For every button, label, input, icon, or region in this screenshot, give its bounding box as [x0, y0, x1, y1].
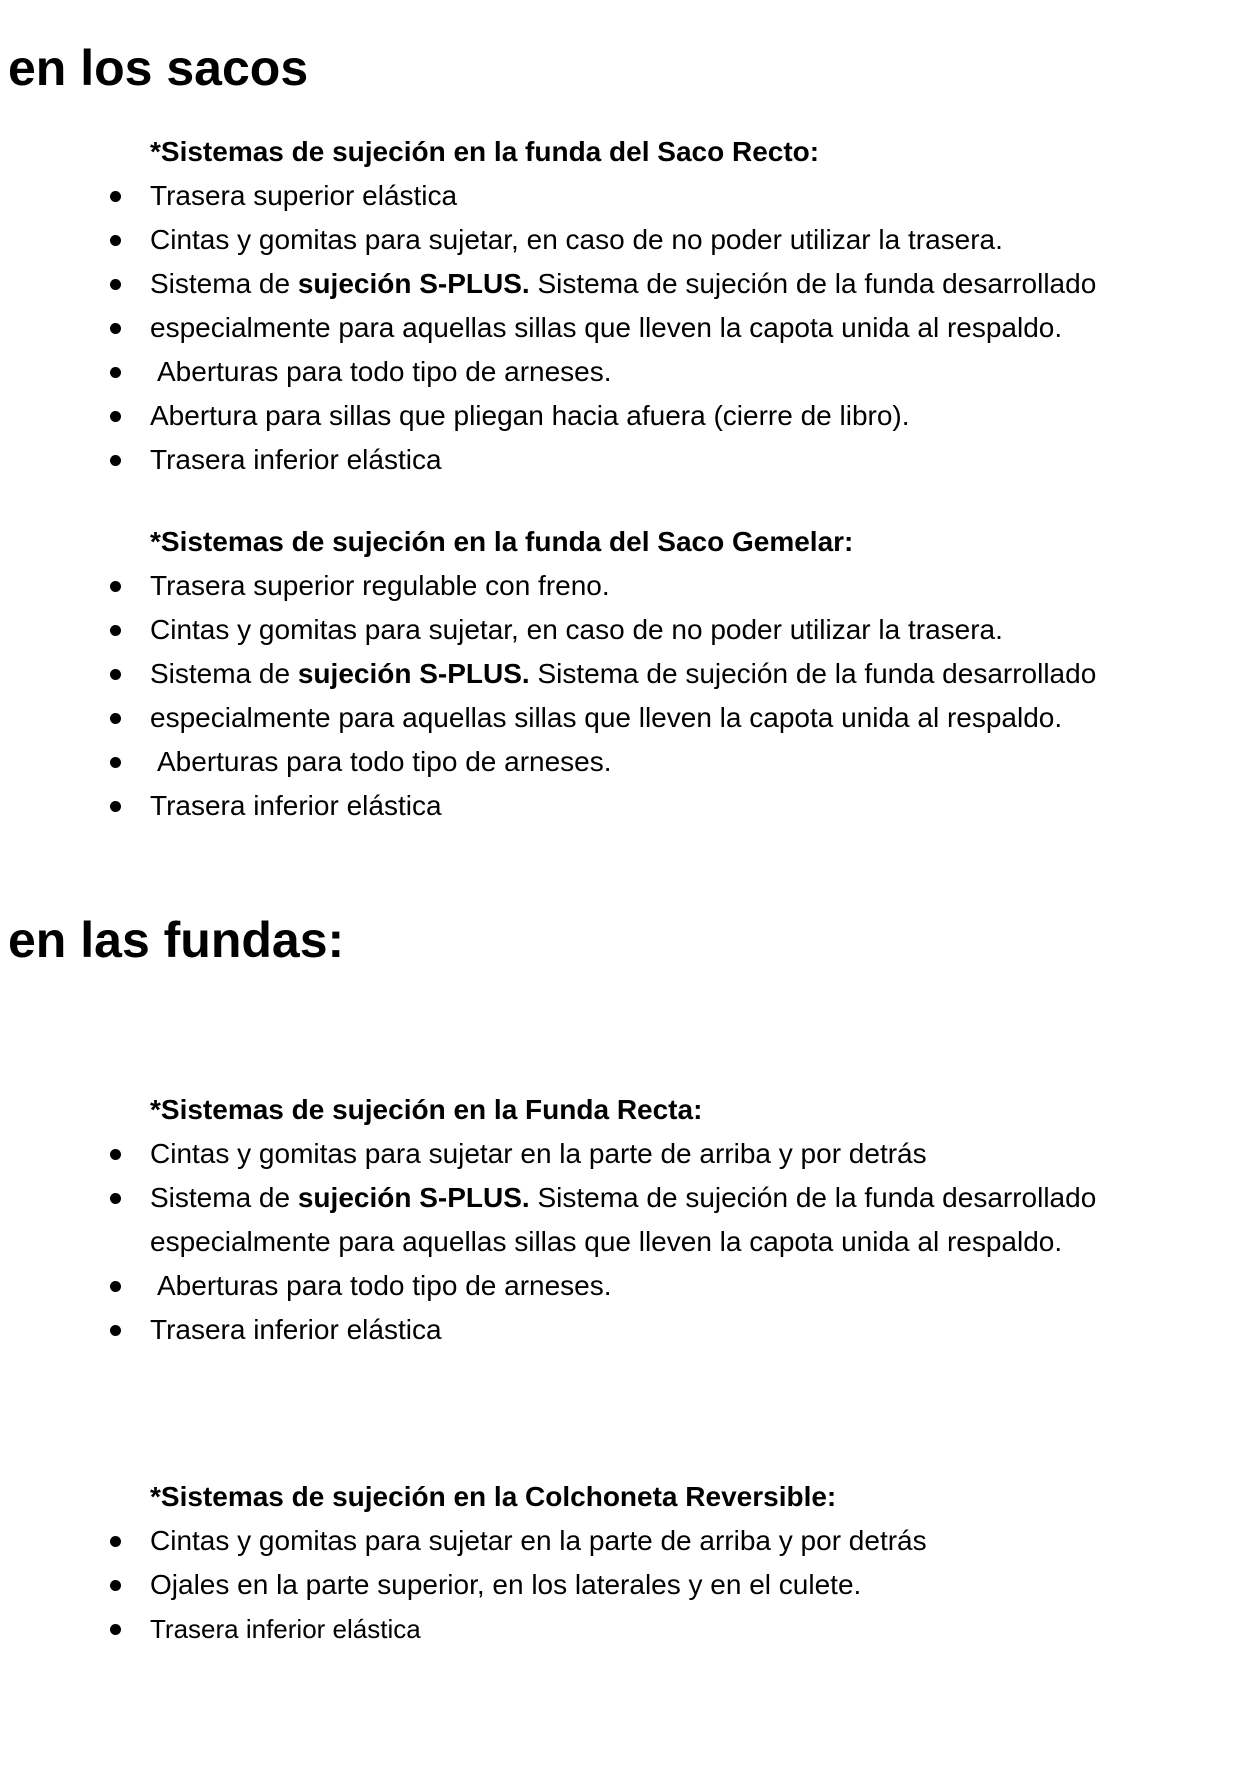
list-item [0, 1308, 1247, 1352]
bold-run: sujeción S-PLUS. [297, 268, 530, 299]
list-item-text: especialmente para aquellas sillas que lleven la capota unida al respaldo. [150, 312, 1063, 343]
list-item-text: Trasera inferior elástica [150, 444, 442, 475]
group-title: *Sistemas de sujeción en la Colchoneta Reversible: [150, 1481, 837, 1512]
text-run: Sistema de [150, 658, 298, 689]
list-item [0, 350, 1247, 394]
bold-run: sujeción S-PLUS. [297, 658, 530, 689]
bullet-list [0, 1132, 1247, 1352]
text-run: Sistema de [150, 268, 298, 299]
text-run: Sistema de sujeción de la funda desarrollado [529, 658, 1097, 689]
list-item [0, 218, 1247, 262]
group-colchoneta-reversible [0, 1475, 1247, 1651]
group-title: *Sistemas de sujeción en la funda del Saco Recto: [150, 136, 820, 167]
list-item-text: Trasera inferior elástica [150, 1614, 421, 1644]
bullet-list [0, 174, 1247, 482]
list-item-text [150, 652, 1096, 696]
list-item [0, 394, 1247, 438]
bold-run: sujeción S-PLUS. [297, 1182, 530, 1213]
list-item-text: Trasera superior regulable con freno. [150, 570, 610, 601]
list-item [0, 608, 1247, 652]
list-item [0, 740, 1247, 784]
list-item [0, 1132, 1247, 1176]
list-item-text: Trasera inferior elástica [150, 790, 442, 821]
list-item-continuation [0, 1220, 1247, 1264]
group-saco-recto [0, 130, 1247, 482]
list-item [0, 1563, 1247, 1607]
list-item [0, 696, 1247, 740]
list-item-text: Aberturas para todo tipo de arneses. [157, 746, 612, 777]
list-item-text [150, 1176, 1096, 1220]
bullet-list [0, 1519, 1247, 1651]
list-item-text: Aberturas para todo tipo de arneses. [157, 356, 612, 387]
text-run: Sistema de sujeción de la funda desarrollado [529, 1182, 1097, 1213]
list-item [0, 1519, 1247, 1563]
group-title: *Sistemas de sujeción en la funda del Saco Gemelar: [150, 526, 854, 557]
text-run: Sistema de sujeción de la funda desarrollado [529, 268, 1097, 299]
list-item-text: Aberturas para todo tipo de arneses. [157, 1270, 612, 1301]
list-item [0, 1607, 1247, 1651]
list-item-text: Abertura para sillas que pliegan hacia afuera (cierre de libro). [150, 400, 910, 431]
list-item-text: especialmente para aquellas sillas que lleven la capota unida al respaldo. [150, 702, 1063, 733]
list-item [0, 1264, 1247, 1308]
list-item-text: Trasera inferior elástica [150, 1314, 442, 1345]
list-item-text: Trasera superior elástica [150, 180, 458, 211]
list-item [0, 262, 1247, 306]
list-item [0, 564, 1247, 608]
list-item [0, 438, 1247, 482]
section-heading-fundas: en las fundas: [8, 912, 345, 968]
list-item [0, 174, 1247, 218]
list-item-text: Cintas y gomitas para sujetar, en caso de no poder utilizar la trasera. [150, 224, 1003, 255]
list-item [0, 784, 1247, 828]
list-item-text [150, 262, 1096, 306]
section-heading-sacos: en los sacos [8, 40, 309, 96]
list-item [0, 1176, 1247, 1220]
list-item-text: Cintas y gomitas para sujetar en la parte de arriba y por detrás [150, 1525, 927, 1556]
list-item [0, 306, 1247, 350]
list-item-text: Cintas y gomitas para sujetar, en caso de no poder utilizar la trasera. [150, 614, 1003, 645]
list-item-text: Ojales en la parte superior, en los laterales y en el culete. [150, 1569, 862, 1600]
list-item [0, 652, 1247, 696]
bullet-list [0, 564, 1247, 828]
text-run: Sistema de [150, 1182, 298, 1213]
list-item-text: especialmente para aquellas sillas que lleven la capota unida al respaldo. [150, 1226, 1063, 1257]
group-saco-gemelar [0, 520, 1247, 828]
list-item-text: Cintas y gomitas para sujetar en la parte de arriba y por detrás [150, 1138, 927, 1169]
group-title: *Sistemas de sujeción en la Funda Recta: [150, 1094, 703, 1125]
group-funda-recta [0, 1088, 1247, 1352]
